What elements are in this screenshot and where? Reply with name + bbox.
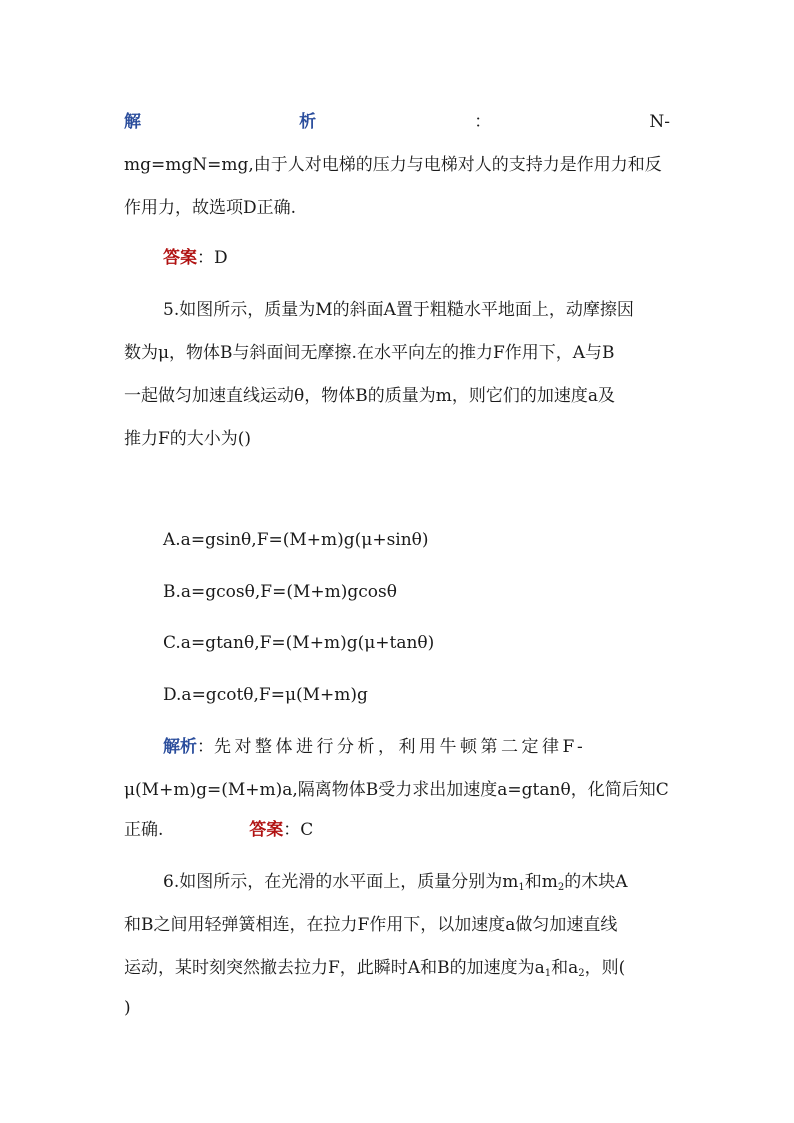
option-a: A.a=gsinθ,F=(M+m)g(μ+sinθ) (163, 530, 429, 550)
analysis-label-xi: 析 (299, 112, 317, 132)
option-d: D.a=gcotθ,F=μ(M+m)g (163, 685, 368, 705)
q6-line-3-part-c: ，则( (584, 958, 626, 978)
q6-line-3-part-b: 和a (551, 958, 579, 978)
q6-line-3-part-a: 运动，某时刻突然撤去拉力F，此瞬时A和B的加速度为a (124, 958, 545, 978)
analysis2-label: 解析 (163, 737, 197, 757)
q6-sub-1: 1 (518, 882, 525, 893)
analysis-line-2: mg=mgN=mg,由于人对电梯的压力与电梯对人的支持力是作用力和反 (124, 155, 662, 175)
q6-sub-3: 1 (544, 968, 552, 979)
q5-line-3: 一起做匀加速直线运动θ，物体B的质量为m，则它们的加速度a及 (124, 386, 615, 406)
answer2-colon: ： (283, 820, 301, 840)
analysis-line-1-end: N- (649, 112, 670, 132)
q6-line-3 (124, 956, 670, 986)
analysis2-colon: ： (197, 737, 214, 757)
answer2-value: C (300, 820, 314, 840)
option-c: C.a=gtanθ,F=(M+m)g(μ+tanθ) (163, 633, 435, 653)
q6-line-1 (163, 870, 670, 900)
analysis-line-1 (124, 110, 670, 134)
q6-sub-4: 2 (578, 968, 585, 979)
q5-line-1: 5.如图所示，质量为M的斜面A置于粗糙水平地面上，动摩擦因 (163, 300, 634, 320)
answer-colon: ： (197, 248, 214, 268)
q5-line-4: 推力F的大小为() (124, 429, 252, 449)
q6-line-1-part-c: 的木块A (564, 872, 628, 892)
q6-line-1-part-b: 和m (524, 872, 558, 892)
q5-line-2: 数为μ，物体B与斜面间无摩擦.在水平向左的推力F作用下，A与B (124, 343, 615, 363)
analysis2-line-3 (124, 818, 670, 842)
analysis2-text: 先对整体进行分析，利用牛顿第二定律F- (214, 737, 587, 757)
answer-label: 答案 (163, 248, 197, 268)
analysis2-line-2: μ(M+m)g=(M+m)a,隔离物体B受力求出加速度a=gtanθ，化简后知C (124, 780, 669, 800)
q6-line-2: 和B之间用轻弹簧相连，在拉力F作用下，以加速度a做匀加速直线 (124, 915, 618, 935)
q6-sub-2: 2 (557, 882, 565, 893)
analysis2-line-1 (163, 735, 670, 759)
answer-1 (163, 246, 670, 270)
analysis-line-3: 作用力，故选项D正确. (124, 198, 297, 218)
analysis-label-jie: 解 (124, 112, 141, 132)
q6-line-1-part-a: 6.如图所示，在光滑的水平面上，质量分别为m (163, 872, 519, 892)
q6-line-4: ) (124, 998, 131, 1018)
answer2-label: 答案 (249, 820, 284, 840)
answer-value: D (214, 248, 228, 268)
analysis2-line-3-text: 正确. (124, 820, 164, 840)
option-b: B.a=gcosθ,F=(M+m)gcosθ (163, 582, 397, 602)
analysis-colon: ： (474, 112, 492, 132)
